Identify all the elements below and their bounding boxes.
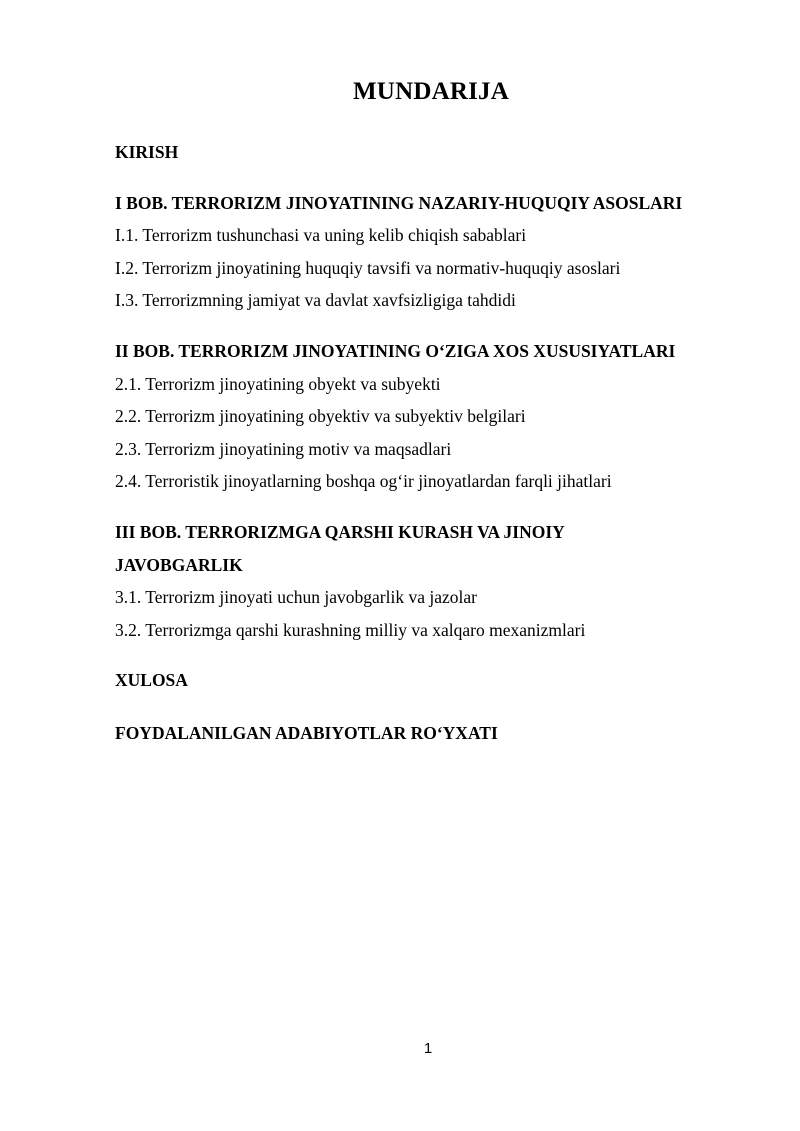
page-title: MUNDARIJA bbox=[353, 78, 509, 105]
toc-references: FOYDALANILGAN ADABIYOTLAR RO‘YXATI bbox=[115, 722, 498, 743]
toc-chapter-3-heading-line1: III BOB. TERRORIZMGA QARSHI KURASH VA JINOIY bbox=[115, 521, 565, 542]
toc-section-2-1: 2.1. Terrorizm jinoyatining obyekt va subyekti bbox=[115, 373, 441, 394]
toc-section-3-1: 3.1. Terrorizm jinoyati uchun javobgarlik va jazolar bbox=[115, 587, 477, 608]
toc-section-2-2: 2.2. Terrorizm jinoyatining obyektiv va subyektiv belgilari bbox=[115, 406, 526, 427]
toc-section-1-1: I.1. Terrorizm tushunchasi va uning kelib chiqish sabablari bbox=[115, 225, 527, 246]
toc-chapter-2-heading: II BOB. TERRORIZM JINOYATINING O‘ZIGA XOS XUSUSIYATLARI bbox=[115, 340, 676, 361]
toc-chapter-3-heading-line2: JAVOBGARLIK bbox=[115, 554, 243, 575]
toc-section-3-2: 3.2. Terrorizmga qarshi kurashning milliy va xalqaro mexanizmlari bbox=[115, 619, 586, 640]
toc-section-2-4: 2.4. Terroristik jinoyatlarning boshqa og‘ir jinoyatlardan farqli jihatlari bbox=[115, 471, 612, 492]
page-number: 1 bbox=[423, 1040, 433, 1057]
table-of-contents bbox=[115, 136, 755, 750]
toc-section-2-3: 2.3. Terrorizm jinoyatining motiv va maqsadlari bbox=[115, 438, 452, 459]
toc-intro: KIRISH bbox=[115, 142, 179, 162]
toc-chapter-1-heading: I BOB. TERRORIZM JINOYATINING NAZARIY-HUQUQIY ASOSLARI bbox=[115, 192, 683, 213]
toc-section-1-2: I.2. Terrorizm jinoyatining huquqiy tavsifi va normativ-huquqiy asoslari bbox=[115, 257, 621, 278]
toc-conclusion: XULOSA bbox=[115, 670, 188, 691]
toc-section-1-3: I.3. Terrorizmning jamiyat va davlat xavfsizligiga tahdidi bbox=[115, 290, 516, 311]
